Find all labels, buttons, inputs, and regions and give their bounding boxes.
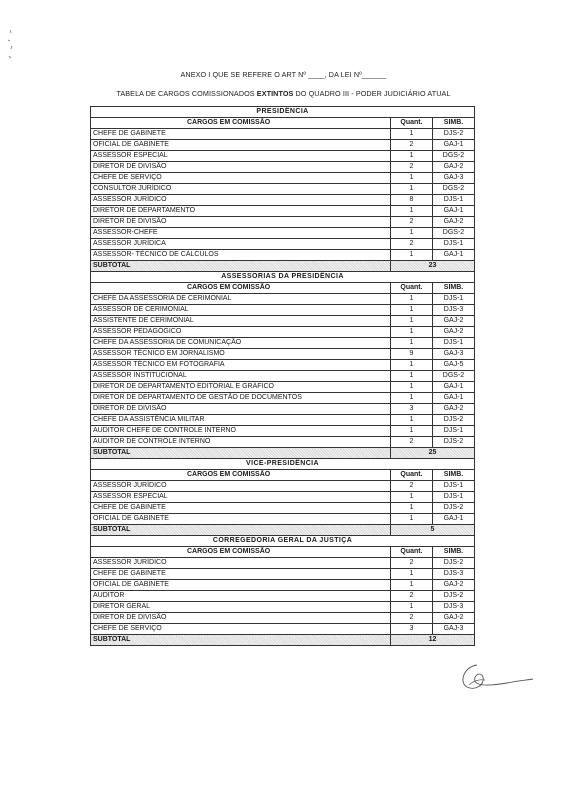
quant-cell: 1 — [391, 569, 433, 580]
subtotal-label: SUBTOTAL — [91, 448, 391, 459]
simb-cell: GAJ-2 — [433, 580, 475, 591]
quant-cell: 1 — [391, 250, 433, 261]
simb-cell: DJS-3 — [433, 305, 475, 316]
cargo-cell: OFICIAL DE GABINETE — [91, 140, 391, 151]
caption-bold: EXTINTOS — [256, 89, 294, 98]
quant-cell: 1 — [391, 305, 433, 316]
cargo-cell: ASSESSOR PEDAGÓGICO — [91, 327, 391, 338]
table-row — [91, 437, 475, 448]
simb-cell: DJS-3 — [433, 602, 475, 613]
caption-pre: TABELA DE CARGOS COMISSIONADOS — [116, 89, 257, 98]
column-header-simb: SIMB. — [433, 283, 475, 294]
table-row — [91, 294, 475, 305]
cargo-cell: DIRETOR DE DEPARTAMENTO DE GESTÃO DE DOCUMENTOS — [91, 393, 391, 404]
quant-cell: 1 — [391, 382, 433, 393]
subtotal-label: SUBTOTAL — [91, 261, 391, 272]
quant-cell: 1 — [391, 228, 433, 239]
column-header-quant: Quant. — [391, 118, 433, 129]
cargo-cell: OFICIAL DE GABINETE — [91, 580, 391, 591]
subtotal-value: 12 — [391, 635, 475, 646]
column-header-row — [91, 283, 475, 294]
cargo-cell: DIRETOR DE DIVISÃO — [91, 613, 391, 624]
simb-cell: DJS-2 — [433, 415, 475, 426]
quant-cell: 1 — [391, 327, 433, 338]
table-row — [91, 503, 475, 514]
simb-cell: DJS-2 — [433, 591, 475, 602]
table-row — [91, 173, 475, 184]
cargo-cell: CHEFE DE GABINETE — [91, 569, 391, 580]
quant-cell: 1 — [391, 503, 433, 514]
subtotal-value: 23 — [391, 261, 475, 272]
simb-cell: GAJ-3 — [433, 173, 475, 184]
table-row — [91, 602, 475, 613]
cargo-cell: CHEFE DE GABINETE — [91, 129, 391, 140]
simb-cell: DGS-2 — [433, 151, 475, 162]
quant-cell: 9 — [391, 349, 433, 360]
simb-cell: DJS-2 — [433, 503, 475, 514]
table-caption — [0, 89, 567, 98]
quant-cell: 1 — [391, 316, 433, 327]
simb-cell: GAJ-2 — [433, 327, 475, 338]
cargo-cell: ASSESSOR JURÍDICO — [91, 195, 391, 206]
simb-cell: DJS-2 — [433, 437, 475, 448]
table-row — [91, 217, 475, 228]
quant-cell: 1 — [391, 151, 433, 162]
table-row — [91, 393, 475, 404]
cargo-cell: CHEFE DA ASSESSORIA DE CERIMONIAL — [91, 294, 391, 305]
column-header-cargos: CARGOS EM COMISSÃO — [91, 283, 391, 294]
cargo-cell: CHEFE DA ASSISTÊNCIA MILITAR — [91, 415, 391, 426]
cargo-cell: ASSESSOR JURÍDICA — [91, 239, 391, 250]
positions-table — [90, 106, 475, 646]
section-title-row — [91, 536, 475, 547]
quant-cell: 2 — [391, 558, 433, 569]
table-row — [91, 140, 475, 151]
table-row — [91, 382, 475, 393]
table-row — [91, 514, 475, 525]
cargo-cell: CHEFE DA ASSESSORIA DE COMUNICAÇÃO — [91, 338, 391, 349]
table-row — [91, 415, 475, 426]
caption-post: DO QUADRO III - PODER JUDICIÁRIO ATUAL — [293, 89, 451, 98]
quant-cell: 1 — [391, 426, 433, 437]
table-row — [91, 239, 475, 250]
cargo-cell: AUDITOR CHEFE DE CONTROLE INTERNO — [91, 426, 391, 437]
section-title: ASSESSORIAS DA PRESIDÊNCIA — [91, 272, 475, 283]
table-row — [91, 305, 475, 316]
column-header-quant: Quant. — [391, 283, 433, 294]
quant-cell: 1 — [391, 393, 433, 404]
simb-cell: DGS-2 — [433, 228, 475, 239]
quant-cell: 8 — [391, 195, 433, 206]
simb-cell: GAJ-1 — [433, 206, 475, 217]
simb-cell: GAJ-2 — [433, 316, 475, 327]
simb-cell: GAJ-1 — [433, 514, 475, 525]
quant-cell: 2 — [391, 437, 433, 448]
quant-cell: 2 — [391, 239, 433, 250]
column-header-simb: SIMB. — [433, 118, 475, 129]
cargo-cell: ASSESSOR- TÉCNICO DE CÁLCULOS — [91, 250, 391, 261]
column-header-cargos: CARGOS EM COMISSÃO — [91, 547, 391, 558]
quant-cell: 1 — [391, 206, 433, 217]
cargo-cell: DIRETOR DE DEPARTAMENTO — [91, 206, 391, 217]
quant-cell: 1 — [391, 338, 433, 349]
table-row — [91, 129, 475, 140]
section-title-row — [91, 272, 475, 283]
column-header-row — [91, 547, 475, 558]
column-header-row — [91, 470, 475, 481]
cargo-cell: ASSESSOR ESPECIAL — [91, 151, 391, 162]
simb-cell: GAJ-2 — [433, 404, 475, 415]
column-header-row — [91, 118, 475, 129]
table-row — [91, 327, 475, 338]
simb-cell: DJS-1 — [433, 481, 475, 492]
simb-cell: DJS-1 — [433, 426, 475, 437]
simb-cell: GAJ-2 — [433, 613, 475, 624]
cargo-cell: ASSESSOR INSTITUCIONAL — [91, 371, 391, 382]
column-header-cargos: CARGOS EM COMISSÃO — [91, 118, 391, 129]
quant-cell: 2 — [391, 140, 433, 151]
subtotal-label: SUBTOTAL — [91, 525, 391, 536]
quant-cell: 1 — [391, 129, 433, 140]
table-row — [91, 404, 475, 415]
table-row — [91, 624, 475, 635]
signature — [455, 655, 535, 695]
cargo-cell: CONSULTOR JURÍDICO — [91, 184, 391, 195]
table-row — [91, 360, 475, 371]
margin-marks — [4, 28, 18, 68]
column-header-quant: Quant. — [391, 470, 433, 481]
quant-cell: 2 — [391, 217, 433, 228]
simb-cell: GAJ-1 — [433, 140, 475, 151]
table-row — [91, 250, 475, 261]
simb-cell: GAJ-2 — [433, 217, 475, 228]
quant-cell: 1 — [391, 294, 433, 305]
table-row — [91, 184, 475, 195]
cargo-cell: DIRETOR DE DEPARTAMENTO EDITORIAL E GRÁFICO — [91, 382, 391, 393]
cargo-cell: ASSESSOR ESPECIAL — [91, 492, 391, 503]
simb-cell: GAJ-3 — [433, 349, 475, 360]
quant-cell: 1 — [391, 360, 433, 371]
column-header-simb: SIMB. — [433, 547, 475, 558]
simb-cell: DJS-1 — [433, 195, 475, 206]
table-row — [91, 492, 475, 503]
simb-cell: GAJ-5 — [433, 360, 475, 371]
quant-cell: 1 — [391, 602, 433, 613]
cargo-cell: AUDITOR DE CONTROLE INTERNO — [91, 437, 391, 448]
table-row — [91, 426, 475, 437]
table-row — [91, 558, 475, 569]
cargo-cell: OFICIAL DE GABINETE — [91, 514, 391, 525]
quant-cell: 1 — [391, 173, 433, 184]
table-row — [91, 228, 475, 239]
cargo-cell: ASSESSOR DE CERIMONIAL — [91, 305, 391, 316]
cargo-cell: ASSISTENTE DE CERIMONIAL — [91, 316, 391, 327]
simb-cell: GAJ-3 — [433, 624, 475, 635]
simb-cell: DGS-2 — [433, 371, 475, 382]
subtotal-row — [91, 635, 475, 646]
section-title: CORREGEDORIA GERAL DA JUSTIÇA — [91, 536, 475, 547]
cargo-cell: ASSESSOR JURÍDICO — [91, 558, 391, 569]
table-row — [91, 371, 475, 382]
cargo-cell: DIRETOR DE DIVISÃO — [91, 162, 391, 173]
document-heading: ANEXO I QUE SE REFERE O ART Nº ____, DA LEI Nº______ — [180, 70, 387, 79]
column-header-quant: Quant. — [391, 547, 433, 558]
simb-cell: DJS-3 — [433, 569, 475, 580]
subtotal-value: 25 — [391, 448, 475, 459]
cargo-cell: CHEFE DE SERVIÇO — [91, 624, 391, 635]
cargo-cell: ASSESSOR-CHEFE — [91, 228, 391, 239]
cargo-cell: CHEFE DE SERVIÇO — [91, 173, 391, 184]
subtotal-row — [91, 448, 475, 459]
cargo-cell: CHEFE DE GABINETE — [91, 503, 391, 514]
quant-cell: 2 — [391, 481, 433, 492]
table-row — [91, 349, 475, 360]
simb-cell: DJS-1 — [433, 492, 475, 503]
table-row — [91, 316, 475, 327]
section-title-row — [91, 107, 475, 118]
subtotal-row — [91, 525, 475, 536]
section-title: PRESIDÊNCIA — [91, 107, 475, 118]
column-header-simb: SIMB. — [433, 470, 475, 481]
simb-cell: DJS-2 — [433, 129, 475, 140]
cargo-cell: DIRETOR GERAL — [91, 602, 391, 613]
table-row — [91, 481, 475, 492]
quant-cell: 1 — [391, 514, 433, 525]
quant-cell: 1 — [391, 492, 433, 503]
simb-cell: DJS-1 — [433, 239, 475, 250]
subtotal-value: 5 — [391, 525, 475, 536]
table-row — [91, 580, 475, 591]
simb-cell: DJS-1 — [433, 294, 475, 305]
quant-cell: 2 — [391, 591, 433, 602]
cargo-cell: AUDITOR — [91, 591, 391, 602]
table-row — [91, 195, 475, 206]
quant-cell: 1 — [391, 580, 433, 591]
cargo-cell: ASSESSOR TÉCNICO EM JORNALISMO — [91, 349, 391, 360]
table-row — [91, 591, 475, 602]
table-row — [91, 338, 475, 349]
simb-cell: DJS-2 — [433, 558, 475, 569]
simb-cell: GAJ-1 — [433, 382, 475, 393]
simb-cell: GAJ-1 — [433, 393, 475, 404]
table-row — [91, 162, 475, 173]
section-title-row — [91, 459, 475, 470]
quant-cell: 3 — [391, 404, 433, 415]
cargo-cell: ASSESSOR TÉCNICO EM FOTOGRAFIA — [91, 360, 391, 371]
quant-cell: 1 — [391, 371, 433, 382]
subtotal-row — [91, 261, 475, 272]
simb-cell: DGS-2 — [433, 184, 475, 195]
simb-cell: GAJ-1 — [433, 250, 475, 261]
simb-cell: GAJ-2 — [433, 162, 475, 173]
table-row — [91, 206, 475, 217]
quant-cell: 1 — [391, 415, 433, 426]
cargo-cell: DIRETOR DE DIVISÃO — [91, 217, 391, 228]
table-row — [91, 613, 475, 624]
table-row — [91, 151, 475, 162]
section-title: VICE-PRESIDÊNCIA — [91, 459, 475, 470]
quant-cell: 3 — [391, 624, 433, 635]
simb-cell: DJS-1 — [433, 338, 475, 349]
column-header-cargos: CARGOS EM COMISSÃO — [91, 470, 391, 481]
subtotal-label: SUBTOTAL — [91, 635, 391, 646]
cargo-cell: ASSESSOR JURÍDICO — [91, 481, 391, 492]
cargo-cell: DIRETOR DE DIVISÃO — [91, 404, 391, 415]
quant-cell: 2 — [391, 162, 433, 173]
quant-cell: 1 — [391, 184, 433, 195]
quant-cell: 2 — [391, 613, 433, 624]
table-row — [91, 569, 475, 580]
